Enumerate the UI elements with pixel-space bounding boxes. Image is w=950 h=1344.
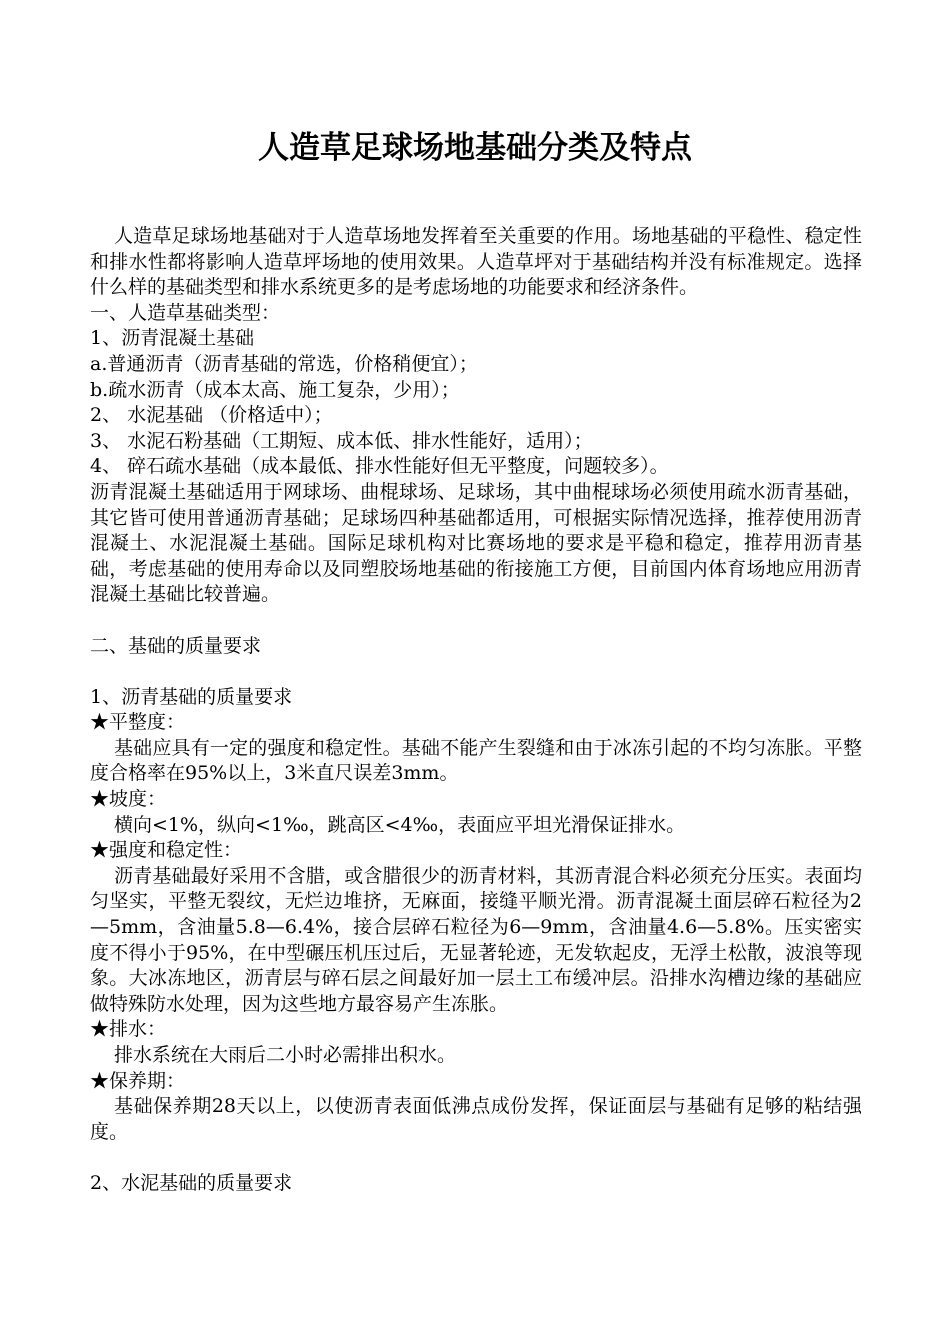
curing-text: 基础保养期28天以上，以使沥青表面低沸点成份发挥，保证面层与基础有足够的粘结强度。 xyxy=(90,1095,862,1143)
sub1-heading: 1、沥青基础的质量要求 xyxy=(90,685,293,708)
type4-item: 4、 碎石疏水基础（成本最低、排水性能好但无平整度，问题较多）。 xyxy=(90,455,669,478)
section1-heading: 一、人造草基础类型： xyxy=(90,301,281,324)
document-body xyxy=(90,224,862,1197)
spacer xyxy=(90,1145,862,1171)
flatness-text: 基础应具有一定的强度和稳定性。基础不能产生裂缝和由于冰冻引起的不均匀冻胀。平整度合格率在95%以上，3米直尺误差3mm。 xyxy=(90,736,862,785)
strength-text: 沥青基础最好采用不含腊，或含腊很少的沥青材料，其沥青混合料必须充分压实。表面均匀坚实，平整无裂纹，无烂边堆挤，无麻面，接缝平顺光滑。沥青混凝土面层碎石粒径为2—5mm，含油量5.8—6.4%，接合层碎石粒径为6—9mm，含油量4.6—5.8%。压实密实度不得小于95%，在中型碾压机压过后，无显著轮迹，无发软起皮，无浮土松散，波浪等现象。大冰冻地区，沥青层与碎石层之间最好加一层土工布缓冲层。沿排水沟槽边缘的基础应做特殊防水处理，因为这些地方最容易产生冻胀。 xyxy=(90,864,862,1015)
drainage-text: 排水系统在大雨后二小时必需排出积水。 xyxy=(114,1044,457,1066)
type2-item: 2、 水泥基础 （价格适中）； xyxy=(90,404,333,427)
strength-label: ★强度和稳定性： xyxy=(90,839,243,862)
spacer xyxy=(90,608,862,634)
summary-paragraph: 沥青混凝土基础适用于网球场、曲棍球场、足球场，其中曲棍球场必须使用疏水沥青基础，其它皆可使用普通沥青基础；足球场四种基础都适用，可根据实际情况选择，推荐使用沥青混凝土、水泥混凝土基础。国际足球机构对比赛场地的要求是平稳和稳定，推荐用沥青基础，考虑基础的使用寿命以及同塑胶场地基础的衔接施工方便，目前国内体育场地应用沥青混凝土基础比较普遍。 xyxy=(90,480,862,606)
slope-text: 横向<1%，纵向<1‰，跳高区<4‰，表面应平坦光滑保证排水。 xyxy=(114,813,686,836)
type3-item: 3、 水泥石粉基础（工期短、成本低、排水性能好，适用）； xyxy=(90,429,593,452)
type1a-item: a.普通沥青（沥青基础的常选，价格稍便宜）； xyxy=(90,352,478,375)
flatness-label: ★平整度： xyxy=(90,711,186,734)
sub2-heading: 2、水泥基础的质量要求 xyxy=(90,1171,293,1194)
section2-heading: 二、基础的质量要求 xyxy=(90,634,262,657)
intro-paragraph: 人造草足球场地基础对于人造草场地发挥着至关重要的作用。场地基础的平稳性、稳定性和排水性都将影响人造草坪场地的使用效果。人造草坪对于基础结构并没有标准规定。选择什么样的基础类型和排水系统更多的是考虑场地的功能要求和经济条件。 xyxy=(90,225,862,299)
type1b-item: b.疏水沥青（成本太高、施工复杂，少用）； xyxy=(90,378,460,401)
slope-label: ★坡度： xyxy=(90,788,167,811)
document-title: 人造草足球场地基础分类及特点 xyxy=(258,130,692,166)
curing-label: ★保养期： xyxy=(90,1069,186,1092)
drainage-label: ★排水： xyxy=(90,1018,167,1041)
type1-item: 1、沥青混凝土基础 xyxy=(90,327,255,350)
spacer xyxy=(90,659,862,685)
